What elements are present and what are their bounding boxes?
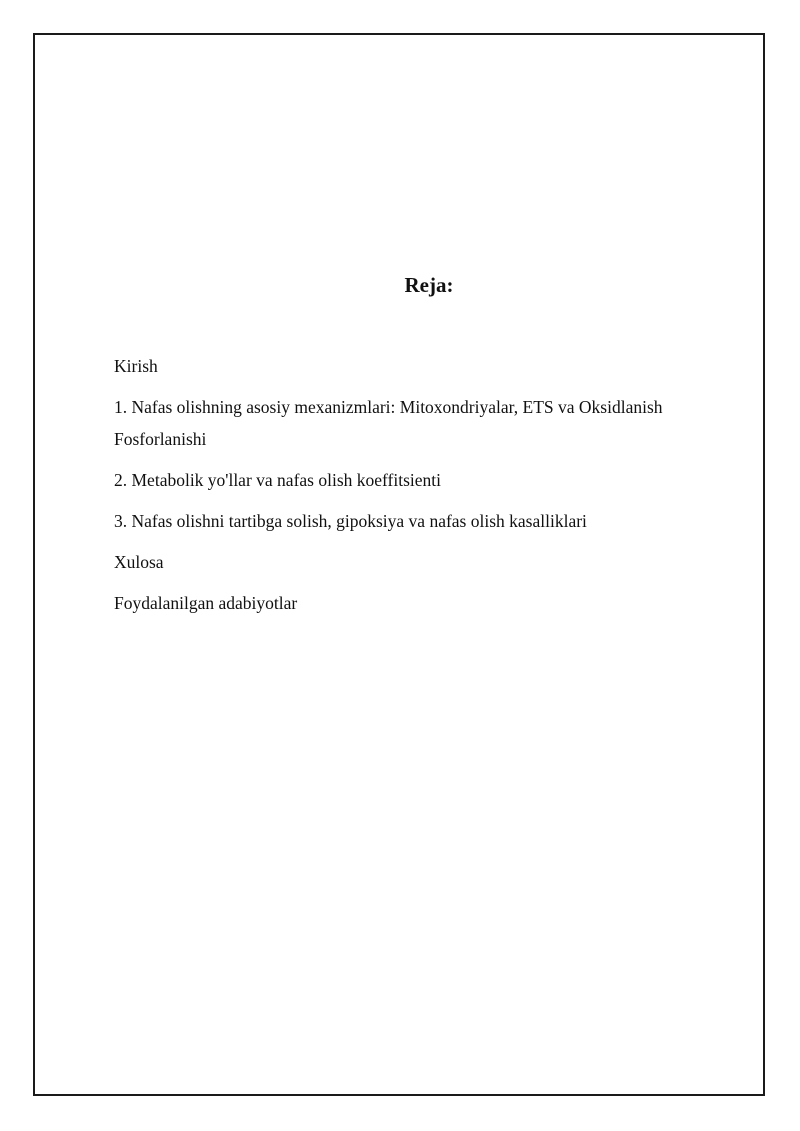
plan-item-introduction: Kirish <box>114 356 158 376</box>
plan-list <box>114 350 714 628</box>
page-title: Reja: <box>404 273 454 297</box>
plan-item-2: 2. Metabolik yo'llar va nafas olish koeffitsienti <box>114 470 441 490</box>
plan-item-references: Foydalanilgan adabiyotlar <box>114 593 298 613</box>
plan-item-conclusion: Xulosa <box>114 552 164 572</box>
plan-item-3: 3. Nafas olishni tartibga solish, gipoksiya va nafas olish kasalliklari <box>114 511 587 531</box>
plan-item-1: 1. Nafas olishning asosiy mexanizmlari: Mitoxondriyalar, ETS va Oksidlanish Fosforlanishi <box>114 397 663 449</box>
